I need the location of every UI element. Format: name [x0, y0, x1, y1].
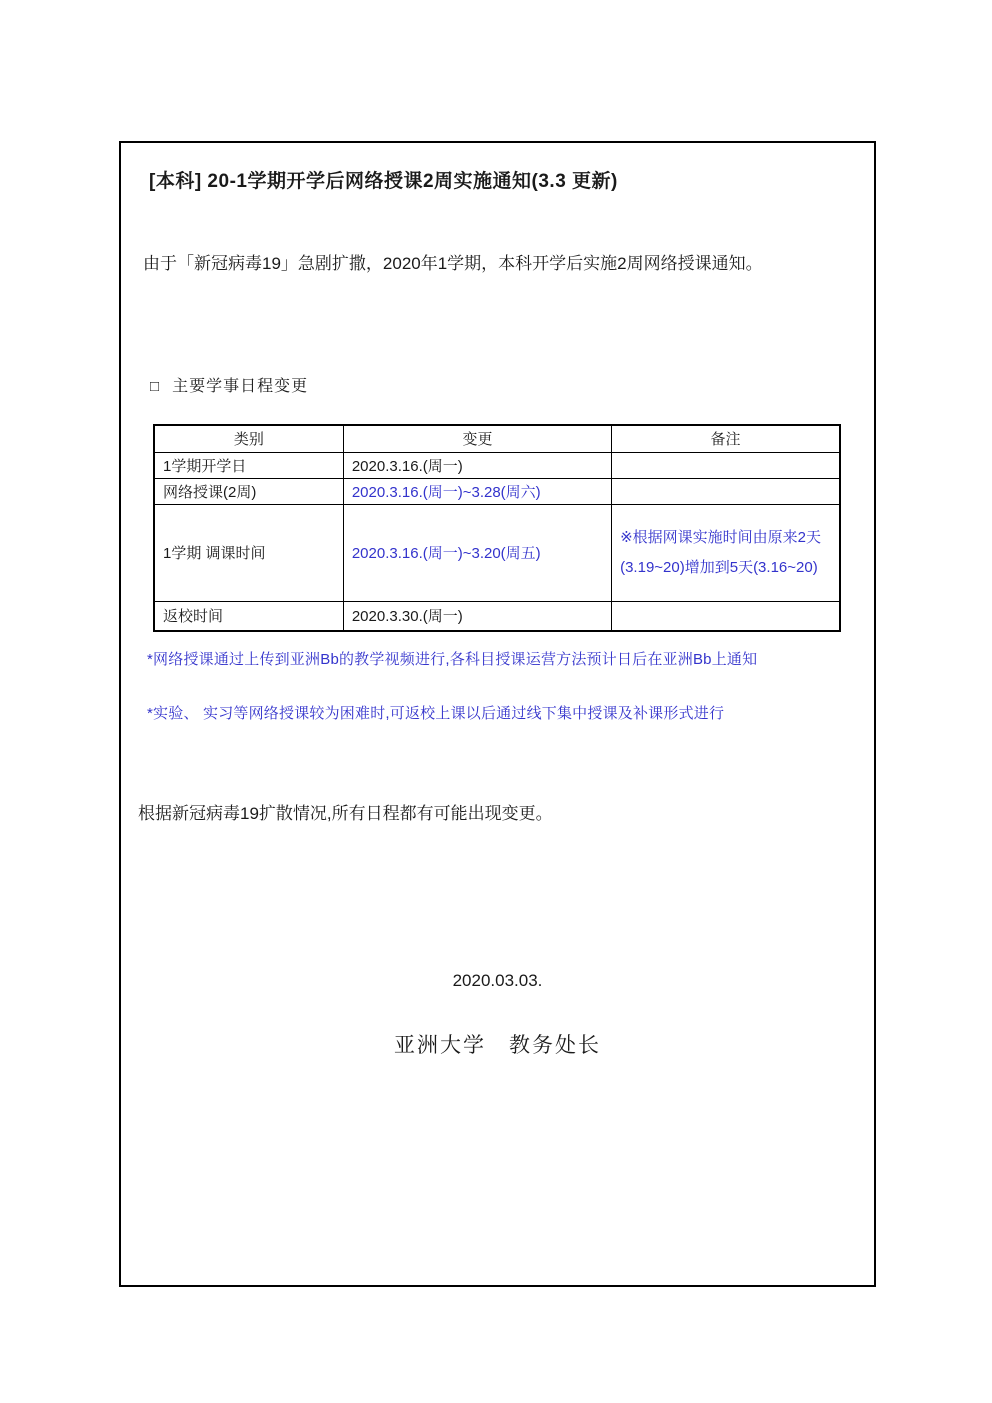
cell-remark [612, 452, 840, 478]
table-row [154, 478, 840, 504]
document-date: 2020.03.03. [452, 971, 543, 990]
cell-category: 网络授课(2周) [154, 478, 343, 504]
intro-paragraph: 由于「新冠病毒19」急剧扩撒，2020年1学期，本科开学后实施2周网络授课通知。 [143, 254, 763, 273]
cell-change: 2020.3.30.(周一) [343, 601, 611, 631]
cell-change: 2020.3.16.(周一) [343, 452, 611, 478]
footnote-lab-practice-makeup: *实验、 实习等网络授课较为困难时,可返校上课以后通过线下集中授课及补课形式进行 [147, 705, 725, 722]
table-row [154, 504, 840, 601]
cell-change: 2020.3.16.(周一)~3.20(周五) [343, 504, 611, 601]
cell-remark [612, 478, 840, 504]
checkbox-square-icon: □ [150, 378, 161, 395]
signature-line: 亚洲大学 教务处长 [394, 1034, 601, 1057]
cell-change: 2020.3.16.(周一)~3.28(周六) [343, 478, 611, 504]
column-header-category: 类别 [154, 425, 343, 452]
column-header-change: 变更 [343, 425, 611, 452]
table-header-row [154, 425, 840, 452]
cell-category: 返校时间 [154, 601, 343, 631]
cell-category: 1学期 调课时间 [154, 504, 343, 601]
table-row [154, 452, 840, 478]
cell-category: 1学期开学日 [154, 452, 343, 478]
column-header-remark: 备注 [612, 425, 840, 452]
section-header-label: 主要学事日程变更 [172, 378, 309, 395]
cell-remark [612, 601, 840, 631]
cell-remark: ※根据网课实施时间由原来2天(3.19~20)增加到5天(3.16~20) [612, 504, 840, 601]
closing-paragraph: 根据新冠病毒19扩散情况,所有日程都有可能出现变更。 [138, 804, 553, 823]
notice-document [119, 141, 876, 1287]
section-header [150, 373, 308, 396]
table-row [154, 601, 840, 631]
footnote-online-class-method: *网络授课通过上传到亚洲Bb的教学视频进行,各科目授课运营方法预计日后在亚洲Bb上通知 [147, 651, 758, 668]
schedule-change-table [153, 424, 841, 632]
document-title: [本科] 20-1学期开学后网络授课2周实施通知(3.3 更新) [149, 171, 618, 192]
